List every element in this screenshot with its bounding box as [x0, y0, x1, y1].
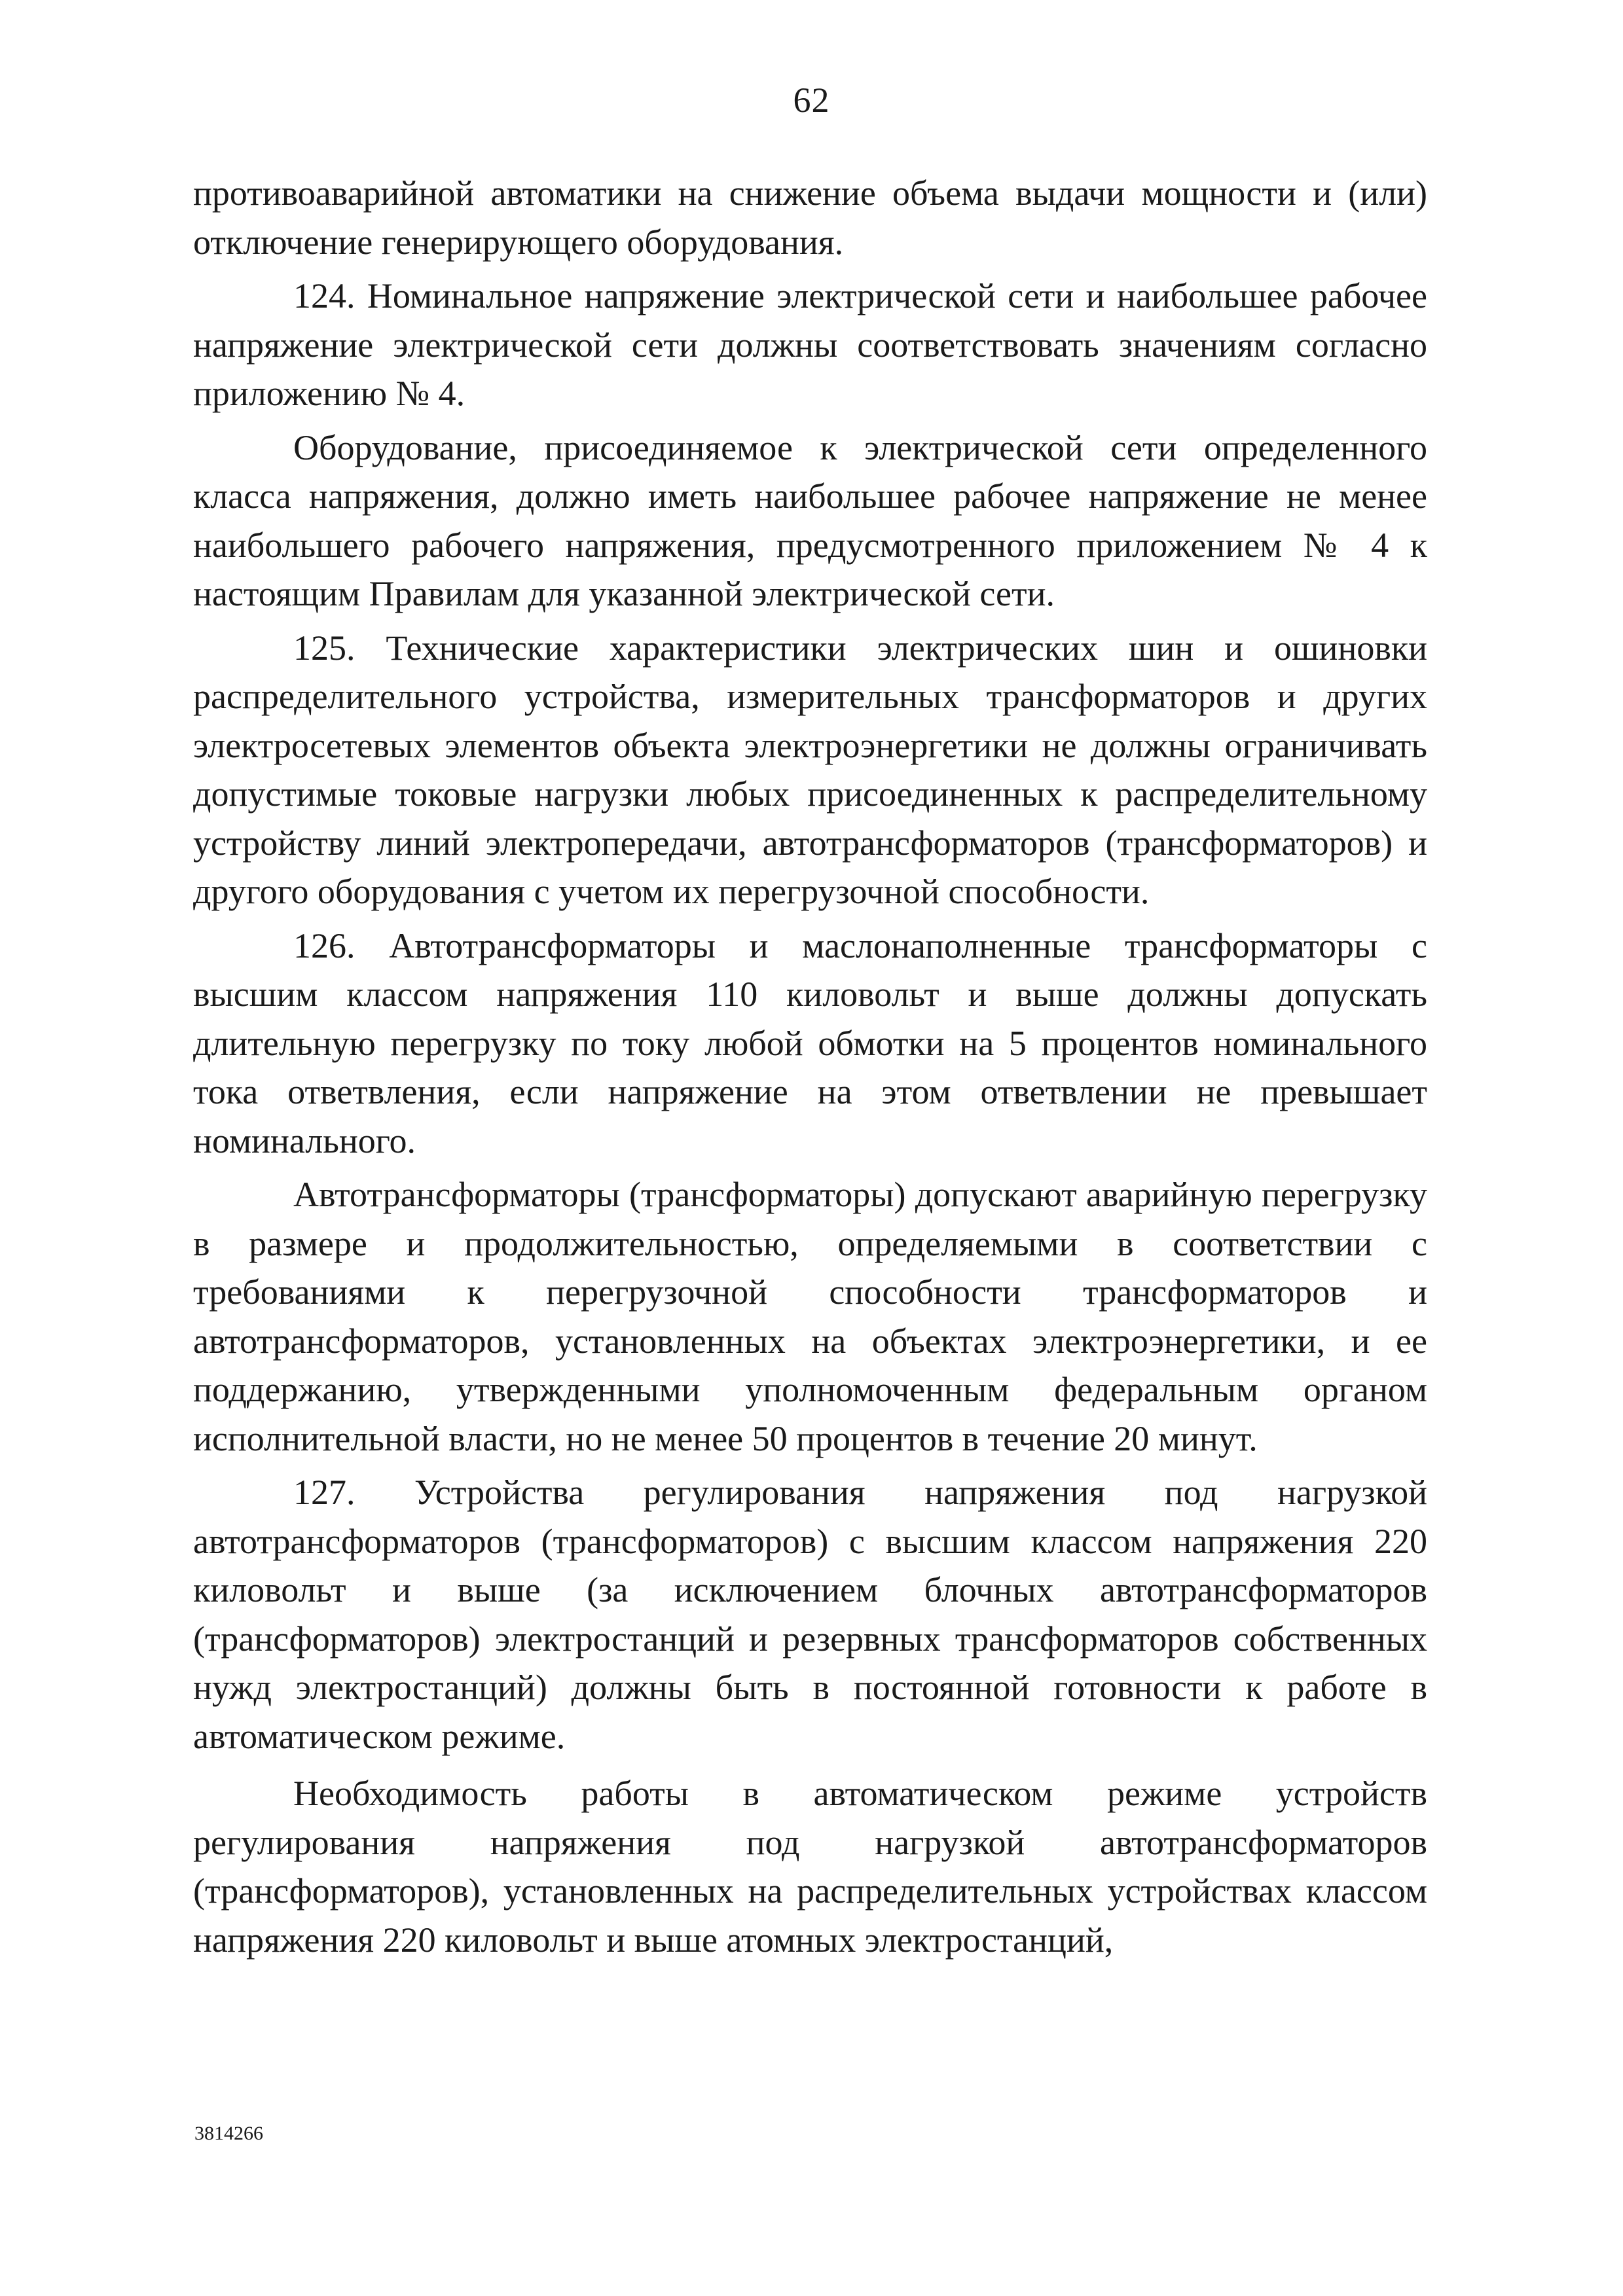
paragraph-125: 125. Технические характеристики электрических шин и ошиновки распределительного устройства, измерительных трансформаторов и других электросетевых элементов объекта электроэнергетики не должны ограничивать допустимые токовые нагрузки любых присоединенных к распределительному устройству линий электропередачи, автотрансформаторов (трансформаторов) и другого оборудования с учетом их перегрузочной способности. [193, 628, 1427, 911]
paragraph-126-overload: Автотрансформаторы (трансформаторы) допускают аварийную перегрузку в размере и продолжительностью, определяемыми в соответствии с требованиями к перегрузочной способности трансформаторов и автотрансформаторов, установленных на объектах электроэнергетики, и ее поддержанию, утвержденными уполномоченным федеральным органом исполнительной власти, но не менее 50 процентов в течение 20 минут. [193, 1175, 1427, 1458]
document-body [193, 169, 1427, 1964]
document-code: 3814266 [194, 2123, 263, 2144]
paragraph-124: 124. Номинальное напряжение электрической сети и наибольшее рабочее напряжение электрической сети должны соответствовать значениям согласно приложению № 4. [193, 276, 1427, 413]
paragraph-126: 126. Автотрансформаторы и маслонаполненные трансформаторы с высшим классом напряжения 110 киловольт и выше должны допускать длительную перегрузку по току любой обмотки на 5 процентов номинального тока ответвления, если напряжение на этом ответвлении не превышает номинального. [193, 925, 1427, 1160]
paragraph-continuation: противоаварийной автоматики на снижение объема выдачи мощности и (или) отключение генерирующего оборудования. [193, 173, 1427, 262]
paragraph-124-equipment: Оборудование, присоединяемое к электрической сети определенного класса напряжения, должно иметь наибольшее рабочее напряжение не менее наибольшего рабочего напряжения, предусмотренного приложением № 4 к настоящим Правилам для указанной электрической сети. [193, 427, 1427, 613]
page-number: 62 [793, 81, 830, 120]
paragraph-127: 127. Устройства регулирования напряжения под нагрузкой автотрансформаторов (трансформаторов) с высшим классом напряжения 220 киловольт и выше (за исключением блочных автотрансформаторов (трансформаторов) электростанций и резервных трансформаторов собственных нужд электростанций) должны быть в постоянной готовности к работе в автоматическом режиме. [193, 1473, 1427, 1756]
paragraph-127-automatic: Необходимость работы в автоматическом режиме устройств регулирования напряжения под нагрузкой автотрансформаторов (трансформаторов), установленных на распределительных устройствах классом напряжения 220 киловольт и выше атомных электростанций, [193, 1774, 1427, 1960]
